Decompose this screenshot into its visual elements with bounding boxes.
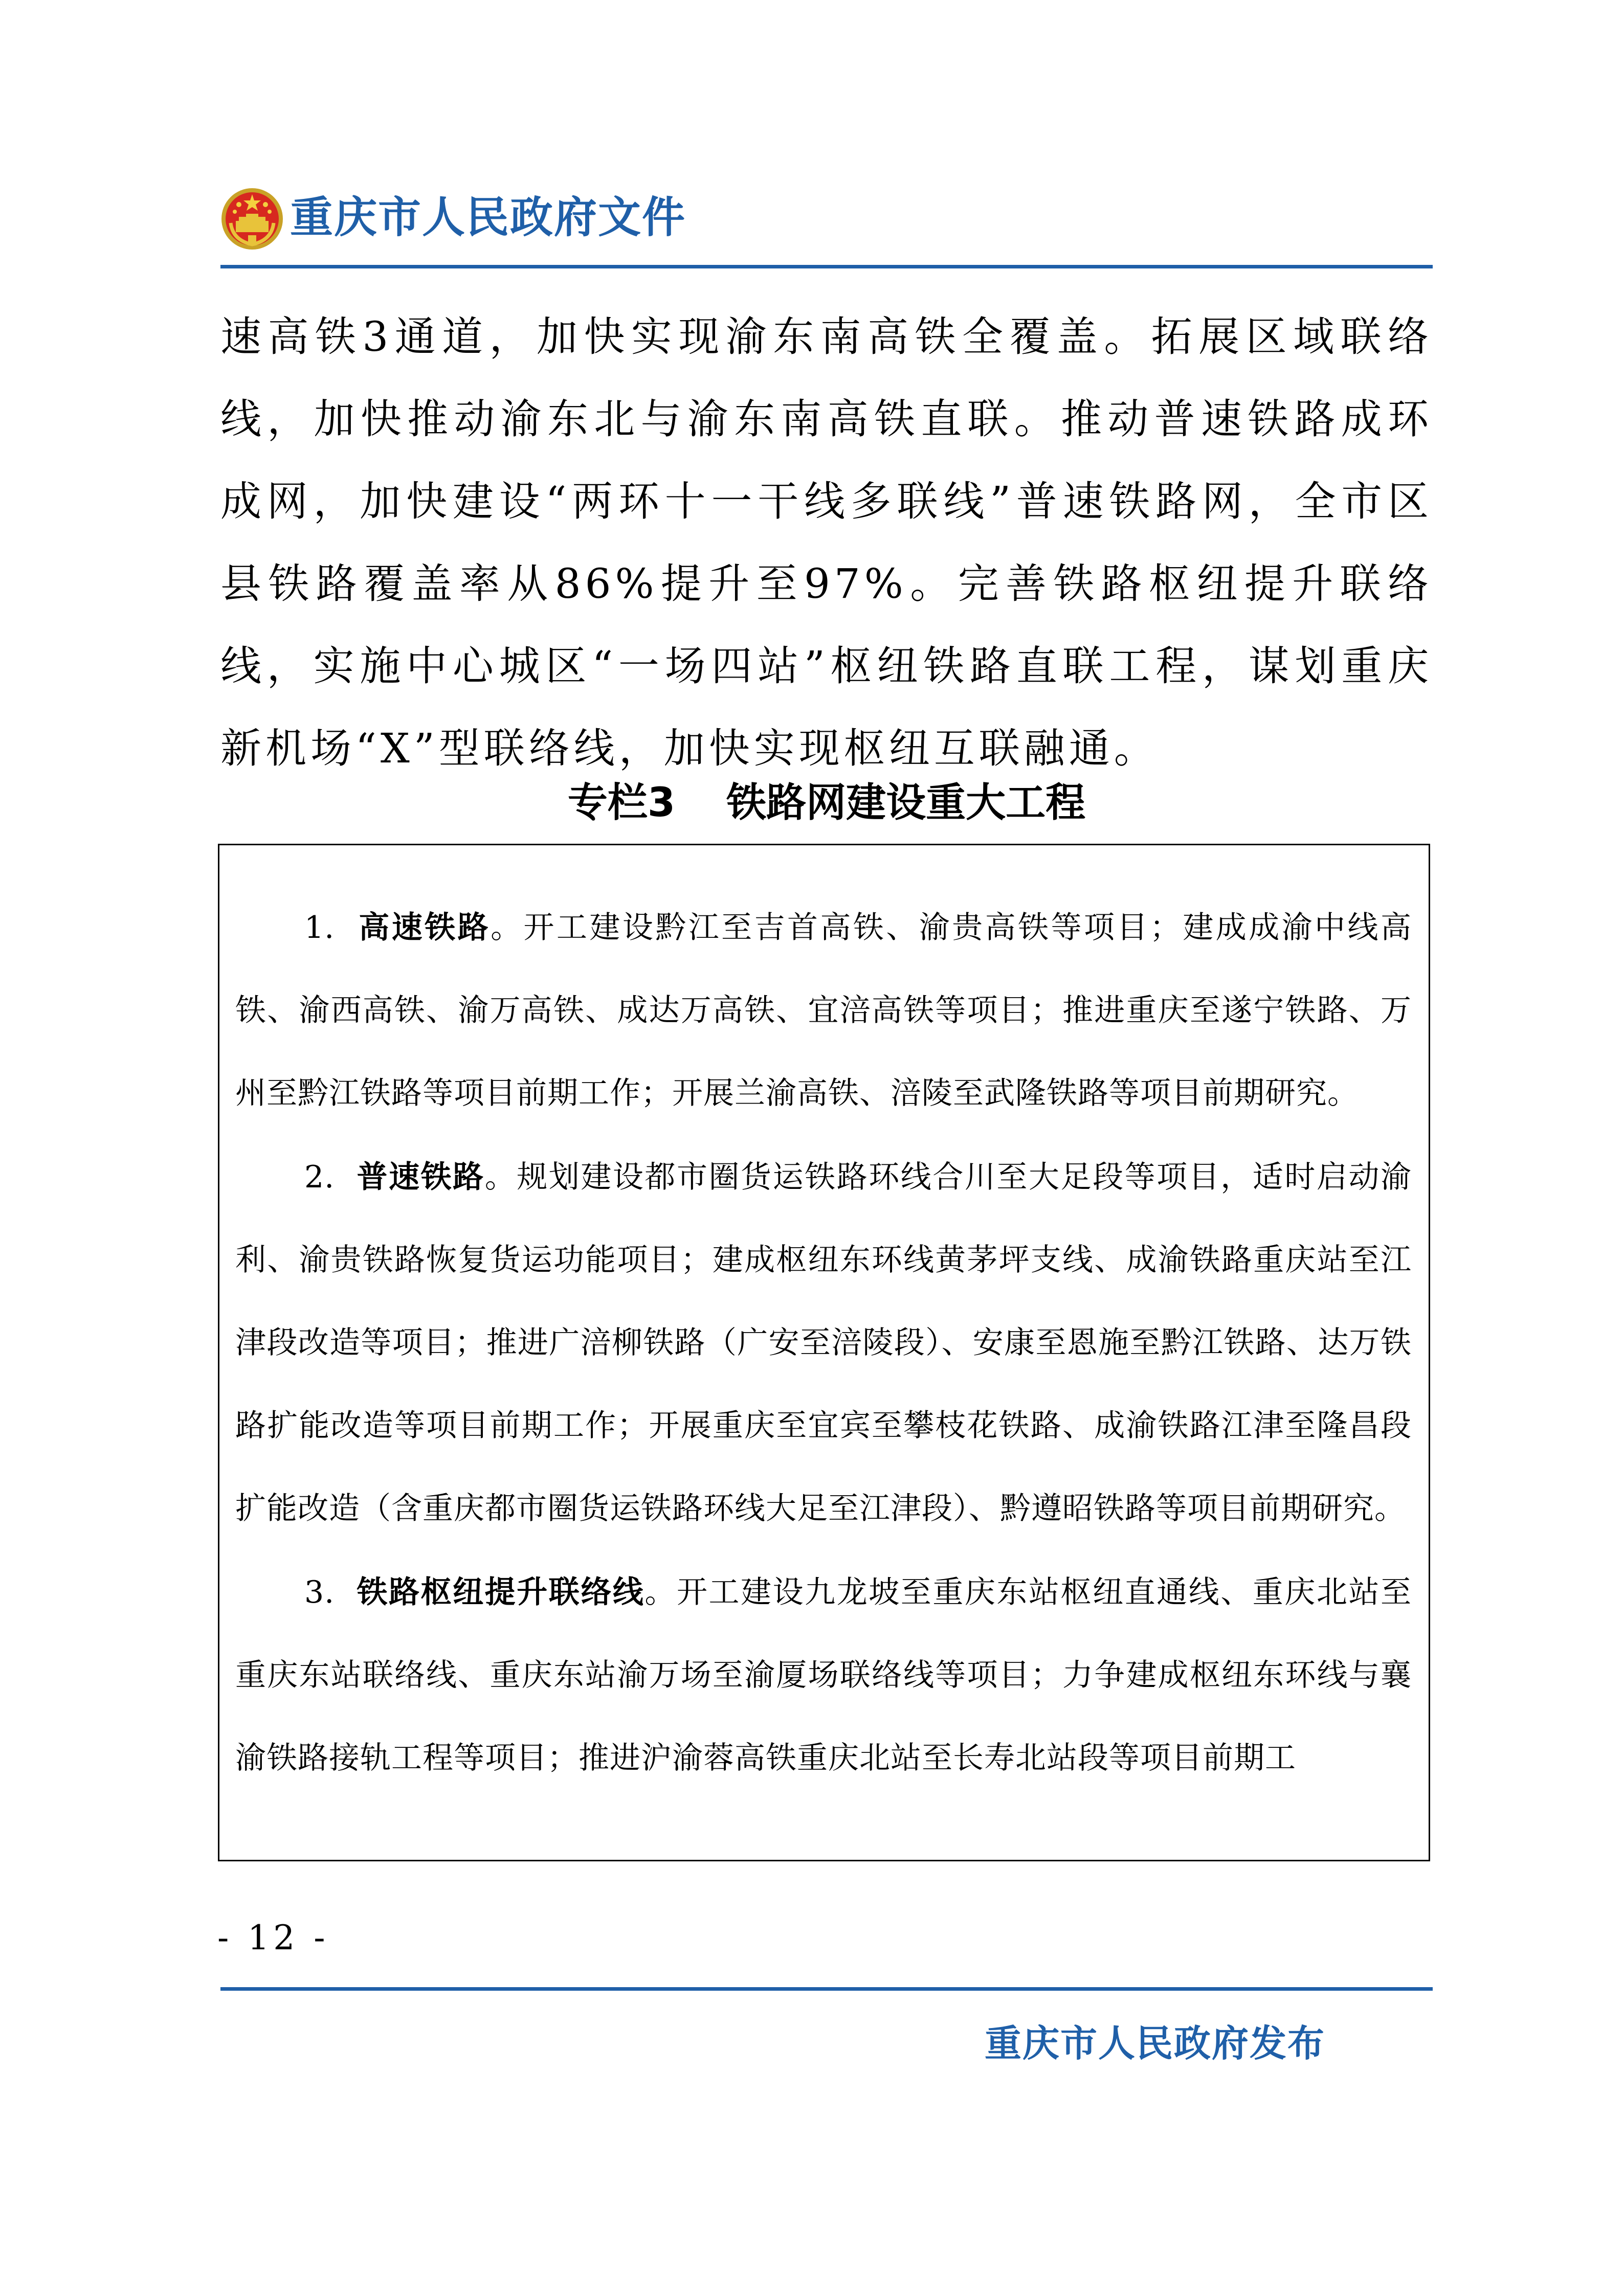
page-number: - 12 - <box>217 1918 329 1957</box>
footer-divider <box>220 1987 1433 1991</box>
column-box-title-label: 专栏3 <box>567 780 676 826</box>
column-box-content <box>235 886 1412 1800</box>
item-text: 。开工建设九龙坡至重庆东站枢纽直通线、重庆北站至重庆东站联络线、重庆东站渝万场至渝厦场联络线等项目；力争建成枢纽东环线与襄渝铁路接轨工程等项目；推进沪渝蓉高铁重庆北站至长寿北站段等项目前期工 <box>235 1574 1412 1776</box>
column-item-high-speed-rail <box>235 886 1412 1135</box>
item-number: 3. <box>304 1574 335 1610</box>
column-box-title <box>220 775 1433 831</box>
body-paragraph: 速高铁3通道，加快实现渝东南高铁全覆盖。拓展区域联络线，加快推动渝东北与渝东南高铁直联。推动普速铁路成环成网，加快建设“两环十一干线多联线”普速铁路网，全市区县铁路覆盖率从86%提升至97%。完善铁路枢纽提升联络线，实施中心城区“一场四站”枢纽铁路直联工程，谋划重庆新机场“X”型联络线，加快实现枢纽互联融通。 <box>220 313 1433 772</box>
column-item-hub-links <box>235 1551 1412 1799</box>
national-emblem-icon <box>220 187 284 251</box>
item-text: 。规划建设都市圈货运铁路环线合川至大足段等项目，适时启动渝利、渝贵铁路恢复货运功能项目；建成枢纽东环线黄茅坪支线、成渝铁路重庆站至江津段改造等项目；推进广涪柳铁路（广安至涪陵段）、安康至恩施至黔江铁路、达万铁路扩能改造等项目前期工作；开展重庆至宜宾至攀枝花铁路、成渝铁路江津至隆昌段扩能改造（含重庆都市圈货运铁路环线大足至江津段）、黔遵昭铁路等项目前期研究。 <box>235 1159 1412 1526</box>
item-text: 。开工建设黔江至吉首高铁、渝贵高铁等项目；建成成渝中线高铁、渝西高铁、渝万高铁、成达万高铁、宜涪高铁等项目；推进重庆至遂宁铁路、万州至黔江铁路等项目前期工作；开展兰渝高铁、涪陵至武隆铁路等项目前期研究。 <box>235 910 1412 1111</box>
item-lead: 铁路枢纽提升联络线 <box>357 1574 645 1610</box>
column-box <box>218 844 1430 1861</box>
header-title: 重庆市人民政府文件 <box>290 192 686 242</box>
item-lead: 高速铁路 <box>359 910 491 946</box>
column-item-conventional-rail <box>235 1136 1412 1550</box>
header-divider <box>220 265 1433 268</box>
item-number: 1. <box>304 910 335 946</box>
column-box-title-text: 铁路网建设重大工程 <box>726 780 1086 826</box>
item-number: 2. <box>304 1159 335 1195</box>
page-header <box>220 180 1433 267</box>
footer-publisher: 重庆市人民政府发布 <box>985 2022 1326 2065</box>
item-lead: 普速铁路 <box>357 1159 485 1195</box>
